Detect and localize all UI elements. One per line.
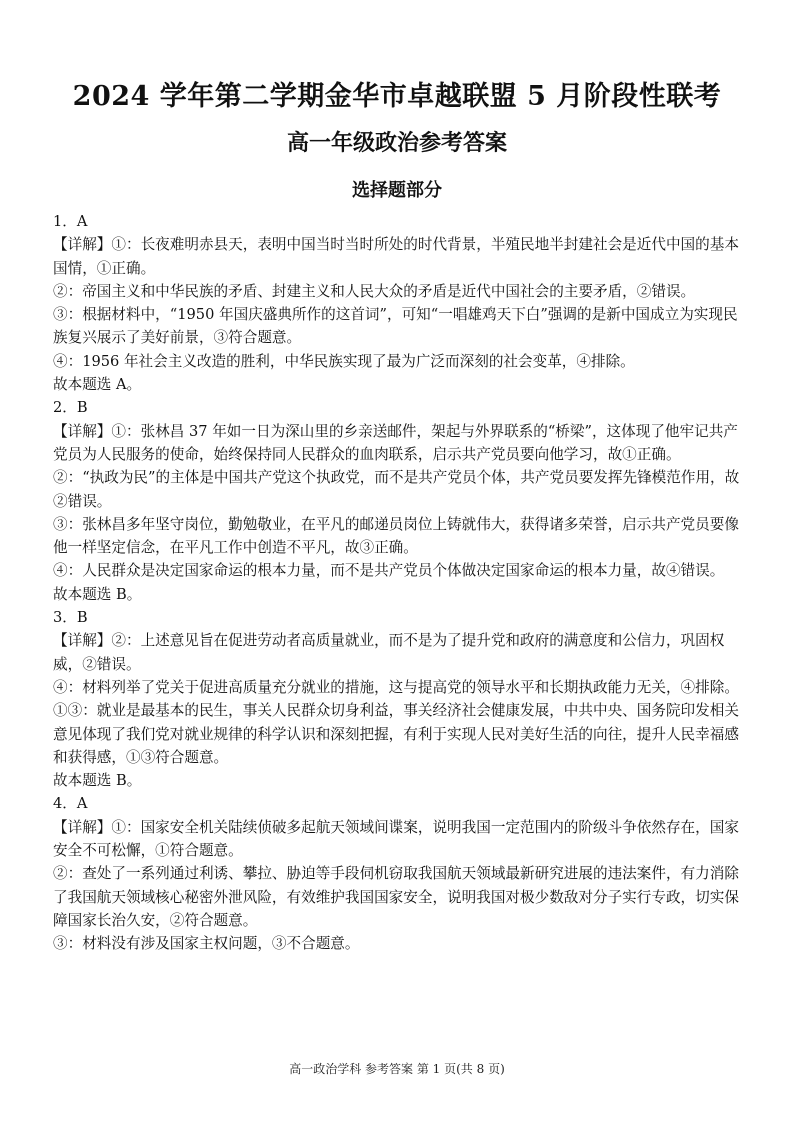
question-number: 4．A	[53, 795, 88, 813]
section-heading: 选择题部分	[352, 180, 442, 201]
exam-subtitle: 高一年级政治参考答案	[286, 130, 507, 156]
question-4	[53, 792, 749, 955]
explanation-line: ②：“执政为民”的主体是中国共产党这个执政党，而不是共产党员个体，共产党员要发挥先锋模范作用，故②错误。	[53, 469, 740, 510]
explanation-line: ②：帝国主义和中华民族的矛盾、封建主义和人民大众的矛盾是近代中国社会的主要矛盾，②错误。	[53, 282, 696, 300]
question-3	[53, 606, 749, 792]
question-number: 1．A	[53, 213, 88, 230]
explanation-line: 【详解】①：张林昌 37 年如一日为深山里的乡亲送邮件，架起与外界联系的“桥梁”，这体现了他牢记共产党员为人民服务的使命，始终保持同人民群众的血肉联系，启示共产党员要向他学习，故①正确。	[53, 422, 738, 463]
explanation-line: ④：人民群众是决定国家命运的根本力量，而不是共产党员个体做决定国家命运的根本力量，故④错误。	[53, 562, 725, 580]
answer-conclusion: 故本题选 B。	[53, 585, 142, 603]
explanation-line: ③：根据材料中，“1950 年国庆盛典所作的这首词”，可知“一唱雄鸡天下白”强调的是新中国成立为实现民族复兴展示了美好前景，③符合题意。	[53, 306, 738, 347]
question-number: 2．B	[53, 399, 88, 417]
explanation-line: ④：材料列举了党关于促进高质量充分就业的措施，这与提高党的领导水平和长期执政能力无关，④排除。	[53, 678, 739, 696]
question-number: 3．B	[53, 609, 88, 627]
exam-title: 2024 学年第二学期金华市卓越联盟 5 月阶段性联考	[72, 81, 722, 112]
explanation-line: ③：张林昌多年坚守岗位，勤勉敬业，在平凡的邮递员岗位上铸就伟大，获得诸多荣誉，启示共产党员要像他一样坚定信念，在平凡工作中创造不平凡，故③正确。	[53, 515, 739, 557]
explanation-line: 【详解】①：国家安全机关陆续侦破多起航天领域间谍案，说明我国一定范围内的阶级斗争依然存在，国家安全不可松懈，①符合题意。	[53, 818, 739, 860]
answer-conclusion: 故本题选 B。	[53, 772, 142, 790]
explanation-line: 【详解】①：长夜难明赤县天，表明中国当时当时所处的时代背景，半殖民地半封建社会是近代中国的基本国情，①正确。	[53, 236, 739, 277]
answer-conclusion: 故本题选 A。	[53, 376, 142, 394]
answers-body	[53, 210, 749, 956]
question-2	[53, 396, 749, 606]
page-footer: 高一政治学科 参考答案 第 1 页(共 8 页)	[289, 1062, 505, 1076]
question-1	[53, 210, 749, 396]
explanation-line: ①③：就业是最基本的民生，事关人民群众切身利益，事关经济社会健康发展，中共中央、国务院印发相关意见体现了我们党对就业规律的科学认识和深刻把握，有利于实现人民对美好生活的向往，提升人民幸福感和获得感，①③符合题意。	[53, 702, 739, 766]
explanation-line: ③：材料没有涉及国家主权问题，③不合题意。	[53, 935, 360, 953]
explanation-line: ②：查处了一系列通过利诱、攀拉、胁迫等手段伺机窃取我国航天领域最新研究进展的违法案件，有力消除了我国航天领域核心秘密外泄风险，有效维护我国国家安全，说明我国对极少数敌对分子实行专政，切实保障国家长治久安，②符合题意。	[53, 865, 739, 929]
explanation-line: 【详解】②：上述意见旨在促进劳动者高质量就业，而不是为了提升党和政府的满意度和公信力，巩固权威，②错误。	[53, 632, 725, 673]
explanation-line: ④：1956 年社会主义改造的胜利，中华民族实现了最为广泛而深刻的社会变革，④排除。	[53, 352, 635, 370]
